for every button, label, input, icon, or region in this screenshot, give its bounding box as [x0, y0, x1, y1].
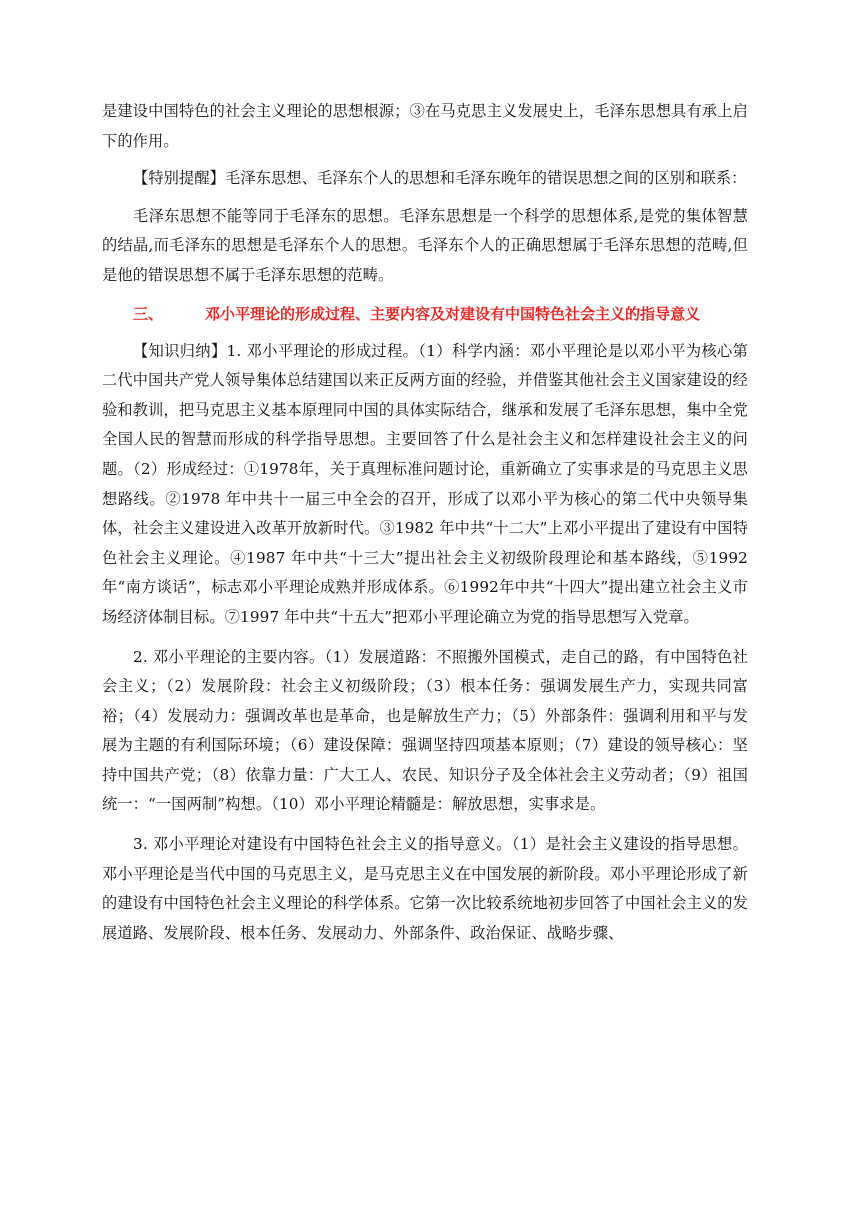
section-title: 邓小平理论的形成过程、主要内容及对建设有中国特色社会主义的指导意义: [205, 304, 701, 323]
reminder-body-paragraph: 毛泽东思想不能等同于毛泽东的思想。毛泽东思想是一个科学的思想体系,是党的集体智慧的结晶,而毛泽东的思想是毛泽东个人的思想。毛泽东个人的正确思想属于毛泽东思想的范畴,但是他的错误思想不属于毛泽东思想的范畴。: [102, 206, 748, 284]
knowledge-summary-paragraph: 【知识归纳】1. 邓小平理论的形成过程。（1）科学内涵：邓小平理论是以邓小平为核心第二代中国共产党人领导集体总结建国以来正反两方面的经验，并借鉴其他社会主义国家建设的经验和教训，把马克思主义基本原理同中国的具体实际结合，继承和发展了毛泽东思想，集中全党全国人民的智慧而形成的科学指导思想。主要回答了什么是社会主义和怎样建设社会主义的问题。（2）形成经过：①1978年，关于真理标准问题讨论，重新确立了实事求是的马克思主义思想路线。②1978 年中共十一届三中全会的召开，形成了以邓小平为核心的第二代中央领导集体，社会主义建设进入改革开放新时代。③1982 年中共“十二大”上邓小平提出了建设有中国特色社会主义理论。④1987 年中共“十三大”提出社会主义初级阶段理论和基本路线，⑤1992年“南方谈话”，标志邓小平理论成熟并形成体系。⑥1992年中共“十四大”提出建立社会主义市场经济体制目标。⑦1997 年中共“十五大”把邓小平理论确立为党的指导思想写入党章。: [102, 341, 748, 626]
document-page: [102, 97, 748, 948]
significance-paragraph: 3. 邓小平理论对建设有中国特色社会主义的指导意义。（1）是社会主义建设的指导思想。邓小平理论是当代中国的马克思主义，是马克思主义在中国发展的新阶段。邓小平理论形成了新的建设有中国特色社会主义理论的科学体系。它第一次比较系统地初步回答了中国社会主义的发展道路、发展阶段、根本任务、发展动力、外部条件、政治保证、战略步骤、: [102, 835, 748, 942]
section-heading: [102, 299, 748, 329]
section-number: 三、: [133, 304, 164, 323]
main-contents-paragraph: 2. 邓小平理论的主要内容。（1）发展道路：不照搬外国模式，走自己的路，有中国特色社会主义；（2）发展阶段：社会主义初级阶段；（3）根本任务：强调发展生产力，实现共同富裕；（4）发展动力：强调改革也是革命，也是解放生产力；（5）外部条件：强调利用和平与发展为主题的有利国际环境；（6）建设保障：强调坚持四项基本原则；（7）建设的领导核心：坚持中国共产党；（8）依靠力量：广大工人、农民、知识分子及全体社会主义劳动者；（9）祖国统一：“一国两制”构想。（10）邓小平理论精髓是：解放思想，实事求是。: [102, 647, 748, 814]
special-reminder-paragraph: 【特别提醒】毛泽东思想、毛泽东个人的思想和毛泽东晚年的错误思想之间的区别和联系：: [133, 169, 747, 188]
paragraph-continuation: 是建设中国特色的社会主义理论的思想根源；③在马克思主义发展史上，毛泽东思想具有承上启下的作用。: [102, 102, 748, 150]
